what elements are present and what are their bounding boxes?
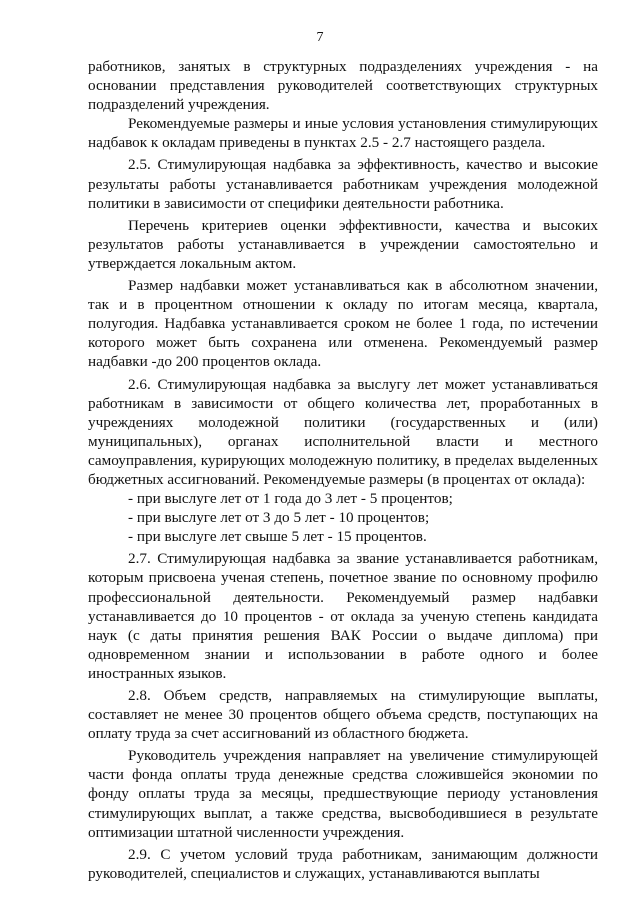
paragraph-2-5: 2.5. Стимулирующая надбавка за эффективность, качество и высокие результаты работы устанавливается работникам учреждения молодежной политики в зависимости от специфики деятельности работника.: [88, 156, 598, 212]
list-item: - при выслуге лет свыше 5 лет - 15 процентов.: [128, 528, 427, 546]
paragraph-head-directs: Руководитель учреждения направляет на увеличение стимулирующей части фонда оплаты труда денежные средства сложившейся экономии по фонду оплаты труда за месяцы, предшествующие периоду установления стимулирующих выплат, а также средства, высвободившиеся в результате оптимизации штатной численности учреждения.: [88, 747, 598, 841]
paragraph-2-8: 2.8. Объем средств, направляемых на стимулирующие выплаты, составляет не менее 30 процентов общего объема средств, поступающих на оплату труда за счет ассигнований из областного бюджета.: [88, 687, 598, 743]
document-body: [88, 57, 598, 883]
paragraph-2-9: 2.9. С учетом условий труда работникам, занимающим должности руководителей, специалистов и служащих, устанавливаются выплаты: [88, 845, 598, 882]
paragraph-2-6: 2.6. Стимулирующая надбавка за выслугу лет может устанавливаться работникам в зависимости от общего количества лет, проработанных в учреждениях молодежной политики (государственных и (или) муниципальных), органах исполнительной власти и местного самоуправления, курирующих молодежную политику, в пределах выделенных бюджетных ассигнований. Рекомендуемые размеры (в процентах от оклада):: [88, 375, 598, 488]
paragraph-2-7: 2.7. Стимулирующая надбавка за звание устанавливается работникам, которым присвоена ученая степень, почетное звание по основному профилю профессиональной деятельности. Рекомендуемый размер надбавки устанавливается до 10 процентов - от оклада за ученую степень кандидата наук (с даты принятия решения ВАК России о выдаче диплома) при одновременном знании и использовании в работе одного и более иностранных языков.: [88, 550, 598, 682]
list-item: - при выслуге лет от 3 до 5 лет - 10 процентов;: [128, 509, 430, 527]
paragraph-bonus-size: Размер надбавки может устанавливаться как в абсолютном значении, так и в процентном отношении к окладу по итогам месяца, квартала, полугодия. Надбавка устанавливается сроком не более 1 года, по истечении которого может быть сохранена или отменена. Рекомендуемый размер надбавки -до 200 процентов оклада.: [88, 277, 598, 371]
paragraph-criteria: Перечень критериев оценки эффективности, качества и высоких результатов работы устанавливается в учреждении самостоятельно и утверждается локальным актом.: [88, 216, 598, 272]
page-number: 7: [316, 30, 324, 45]
list-item: - при выслуге лет от 1 года до 3 лет - 5 процентов;: [128, 490, 453, 508]
paragraph-continuation: работников, занятых в структурных подразделениях учреждения - на основании представления руководителей соответствующих структурных подразделений учреждения.: [88, 58, 598, 114]
paragraph-recommended-sizes: Рекомендуемые размеры и иные условия установления стимулирующих надбавок к окладам приведены в пунктах 2.5 - 2.7 настоящего раздела.: [88, 115, 598, 152]
